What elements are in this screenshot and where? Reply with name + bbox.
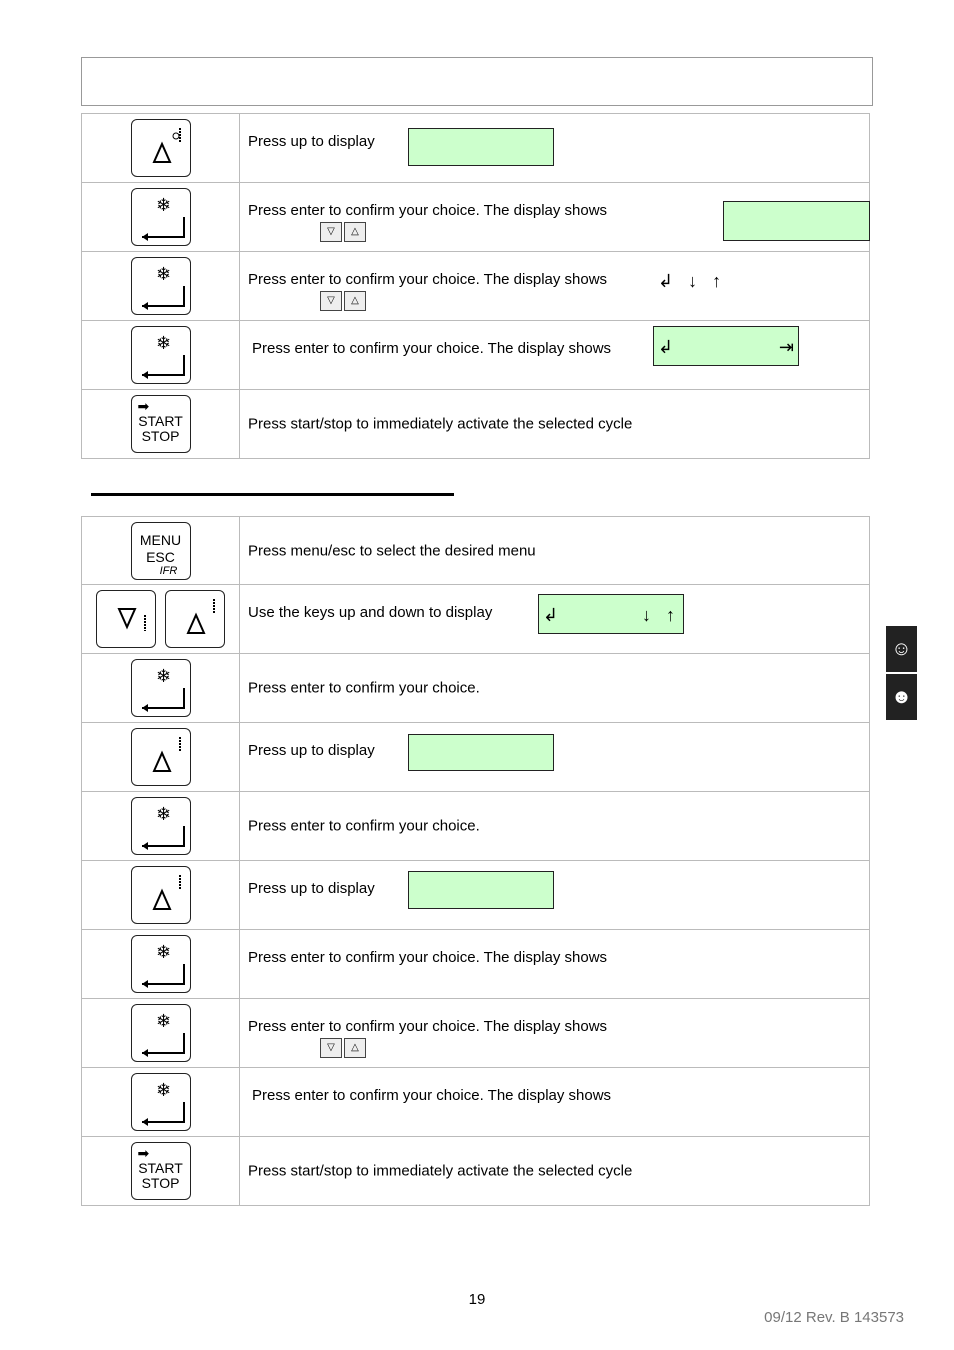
revision-label: 09/12 Rev. B 143573 (764, 1309, 904, 1326)
step-text: Press up to display (248, 742, 375, 759)
table-row (82, 517, 870, 585)
table-row (82, 999, 870, 1068)
arrow-symbols: ↲ ↓ ↑ (658, 271, 722, 291)
step-text: Press start/stop to immediately activate the selected cycle (248, 415, 633, 433)
chef-hat-tab-icon[interactable]: ☻ (886, 674, 917, 720)
step-text: Use the keys up and down to display (248, 604, 493, 621)
step-text: Press enter to confirm your choice. The display shows (248, 949, 608, 966)
up-key-icon[interactable] (131, 866, 191, 924)
enter-key-icon[interactable] (131, 1004, 191, 1062)
table-row (82, 654, 870, 723)
svg-text:❄: ❄ (155, 264, 171, 284)
mini-keys-icon: ▽ △ (320, 1037, 368, 1058)
steps-table-1 (81, 113, 870, 459)
enter-key-icon[interactable] (131, 326, 191, 384)
mini-keys-icon: ▽ △ (320, 290, 368, 311)
table-row (82, 252, 870, 321)
section-divider (91, 493, 454, 496)
svg-text:❄: ❄ (155, 195, 171, 215)
lcd-display (408, 128, 554, 166)
enter-key-icon[interactable] (131, 1073, 191, 1131)
svg-text:❄: ❄ (155, 333, 171, 353)
lcd-display: ↲ ↓ ↑ (538, 594, 684, 634)
step-text: Press enter to confirm your choice. The display shows (252, 1087, 612, 1104)
step-text: Press enter to confirm your choice. The display shows (248, 202, 608, 219)
start-stop-key-icon[interactable]: ➡ START STOP (131, 395, 191, 453)
step-text: Press menu/esc to select the desired menu (248, 542, 536, 559)
menu-esc-key-icon[interactable]: MENU ESC IFR (131, 522, 191, 580)
enter-key-icon[interactable] (131, 188, 191, 246)
enter-key-icon[interactable] (131, 935, 191, 993)
svg-text:❄: ❄ (155, 804, 171, 824)
svg-text:❄: ❄ (155, 1011, 171, 1031)
step-text: Press enter to confirm your choice. (248, 817, 480, 835)
step-text: Press start/stop to immediately activate the selected cycle (248, 1162, 633, 1180)
lcd-display (408, 871, 554, 909)
svg-text:❄: ❄ (155, 666, 171, 686)
table-row (82, 1137, 870, 1206)
header-box (81, 57, 873, 106)
chef-tab-icon[interactable]: ☺ (886, 626, 917, 672)
enter-key-icon[interactable] (131, 797, 191, 855)
down-key-icon[interactable] (96, 590, 156, 648)
up-key-icon[interactable] (165, 590, 225, 648)
up-key-icon[interactable] (131, 728, 191, 786)
mini-keys-icon: ▽ △ (320, 221, 368, 242)
up-key-icon[interactable] (131, 119, 191, 177)
table-row (82, 792, 870, 861)
table-row (82, 861, 870, 930)
table-row (82, 1068, 870, 1137)
step-text: Press enter to confirm your choice. The display shows (248, 1018, 608, 1035)
enter-key-icon[interactable] (131, 659, 191, 717)
step-text: Press enter to confirm your choice. The display shows (248, 271, 608, 288)
lcd-display (408, 734, 554, 771)
svg-text:❄: ❄ (155, 1080, 171, 1100)
step-text: Press up to display (248, 880, 375, 897)
page-number: 19 (468, 1291, 486, 1308)
svg-text:❄: ❄ (155, 942, 171, 962)
step-text: Press enter to confirm your choice. (248, 679, 480, 697)
steps-table-2 (81, 516, 870, 1206)
step-text: Press up to display (248, 133, 375, 150)
lcd-display (723, 201, 870, 241)
table-row (82, 723, 870, 792)
table-row (82, 114, 870, 183)
lcd-display: ↲ ⇥ (653, 326, 799, 366)
step-text: Press enter to confirm your choice. The display shows (252, 340, 612, 357)
table-row (82, 585, 870, 654)
enter-key-icon[interactable] (131, 257, 191, 315)
table-row (82, 390, 870, 459)
start-stop-key-icon[interactable]: ➡ START STOP (131, 1142, 191, 1200)
table-row (82, 183, 870, 252)
table-row (82, 930, 870, 999)
table-row (82, 321, 870, 390)
